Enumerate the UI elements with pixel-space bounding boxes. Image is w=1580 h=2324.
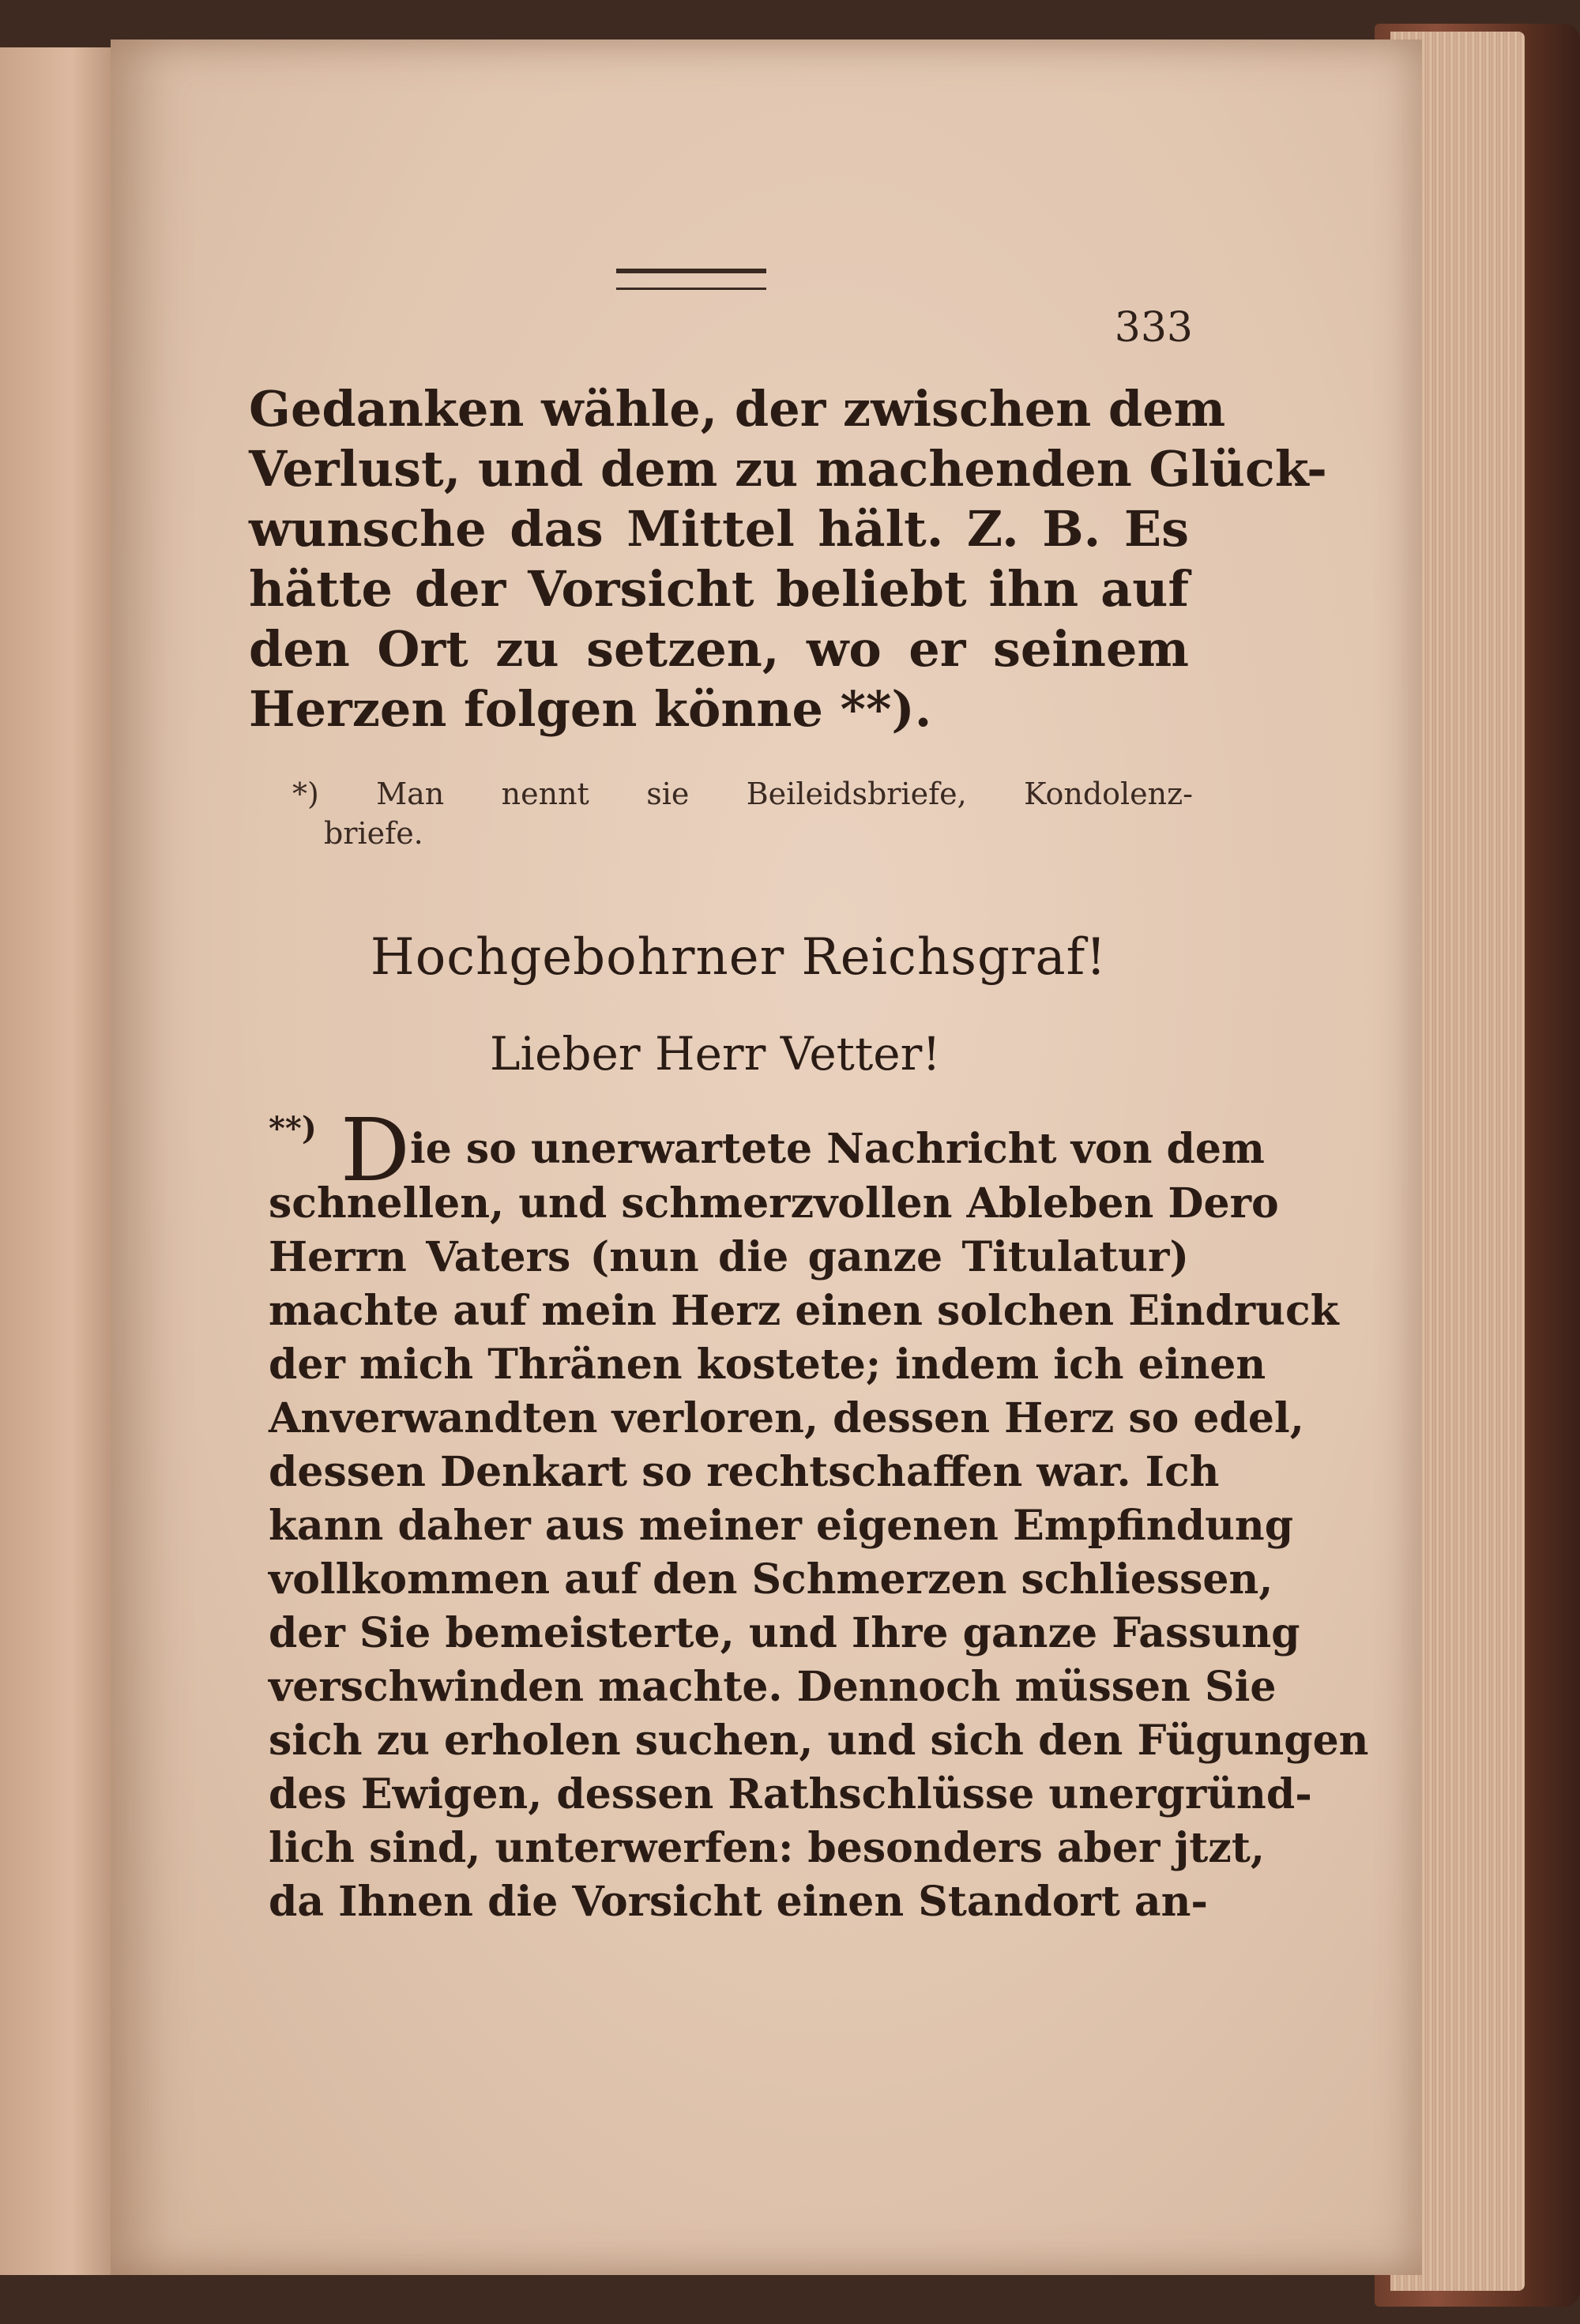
- footnote-line: briefe.: [324, 816, 423, 851]
- paragraph-line: Gedanken wähle, der zwischen dem: [249, 380, 1226, 438]
- header-rule: [616, 269, 766, 290]
- letter-line: der mich Thränen kostete; indem ich einen: [269, 1341, 1266, 1389]
- letter-body: [269, 1100, 1369, 1929]
- paragraph-line: den Ort zu setzen, wo er seinem: [249, 620, 1189, 678]
- letter-line: verschwinden machte. Dennoch müssen Sie: [269, 1663, 1277, 1711]
- letter-salutation: Lieber Herr Vetter!: [490, 1027, 941, 1081]
- letter-line: Herrn Vaters (nun die ganze Titulatur): [269, 1233, 1189, 1281]
- letter-first-line: [269, 1100, 1265, 1201]
- footnote-line: *) Man nennt sie Beileidsbriefe, Kondolenz-: [292, 777, 1193, 811]
- top-paragraph: [249, 379, 1327, 739]
- letter-line: des Ewigen, dessen Rathschlüsse unergründ-: [269, 1770, 1312, 1818]
- paragraph-line: Herzen folgen könne **).: [249, 680, 932, 738]
- letter-line: Anverwandten verloren, dessen Herz so edel,: [269, 1394, 1304, 1442]
- letter-line: schnellen, und schmerzvollen Ableben Dero: [269, 1179, 1279, 1228]
- paragraph-line: wunsche das Mittel hält. Z. B. Es: [249, 500, 1189, 558]
- paragraph-line: Verlust, und dem zu machenden Glück-: [249, 440, 1327, 498]
- letter-heading: Hochgebohrner Reichsgraf!: [370, 928, 1108, 987]
- letter-line: kann daher aus meiner eigenen Empfindung: [269, 1502, 1294, 1550]
- drop-cap: D: [340, 1100, 410, 1201]
- book-page: [111, 39, 1422, 2275]
- letter-line: machte auf mein Herz einen solchen Eindruck: [269, 1287, 1339, 1335]
- footnote: [292, 774, 1193, 853]
- page-number: 333: [1114, 304, 1193, 352]
- letter-line: vollkommen auf den Schmerzen schliessen,: [269, 1555, 1273, 1604]
- letter-line: dessen Denkart so rechtschaffen war. Ich: [269, 1448, 1220, 1496]
- letter-line-text: ie so unerwartete Nachricht von dem: [409, 1125, 1265, 1173]
- paragraph-line: hätte der Vorsicht beliebt ihn auf: [249, 560, 1189, 618]
- footnote-marker: **): [269, 1110, 317, 1147]
- letter-line: der Sie bemeisterte, und Ihre ganze Fassung: [269, 1609, 1300, 1657]
- letter-line: lich sind, unterwerfen: besonders aber jtzt,: [269, 1824, 1265, 1872]
- left-page-edge: [0, 47, 118, 2275]
- letter-line: sich zu erholen suchen, und sich den Fügungen: [269, 1717, 1369, 1765]
- letter-line: da Ihnen die Vorsicht einen Standort an-: [269, 1878, 1209, 1926]
